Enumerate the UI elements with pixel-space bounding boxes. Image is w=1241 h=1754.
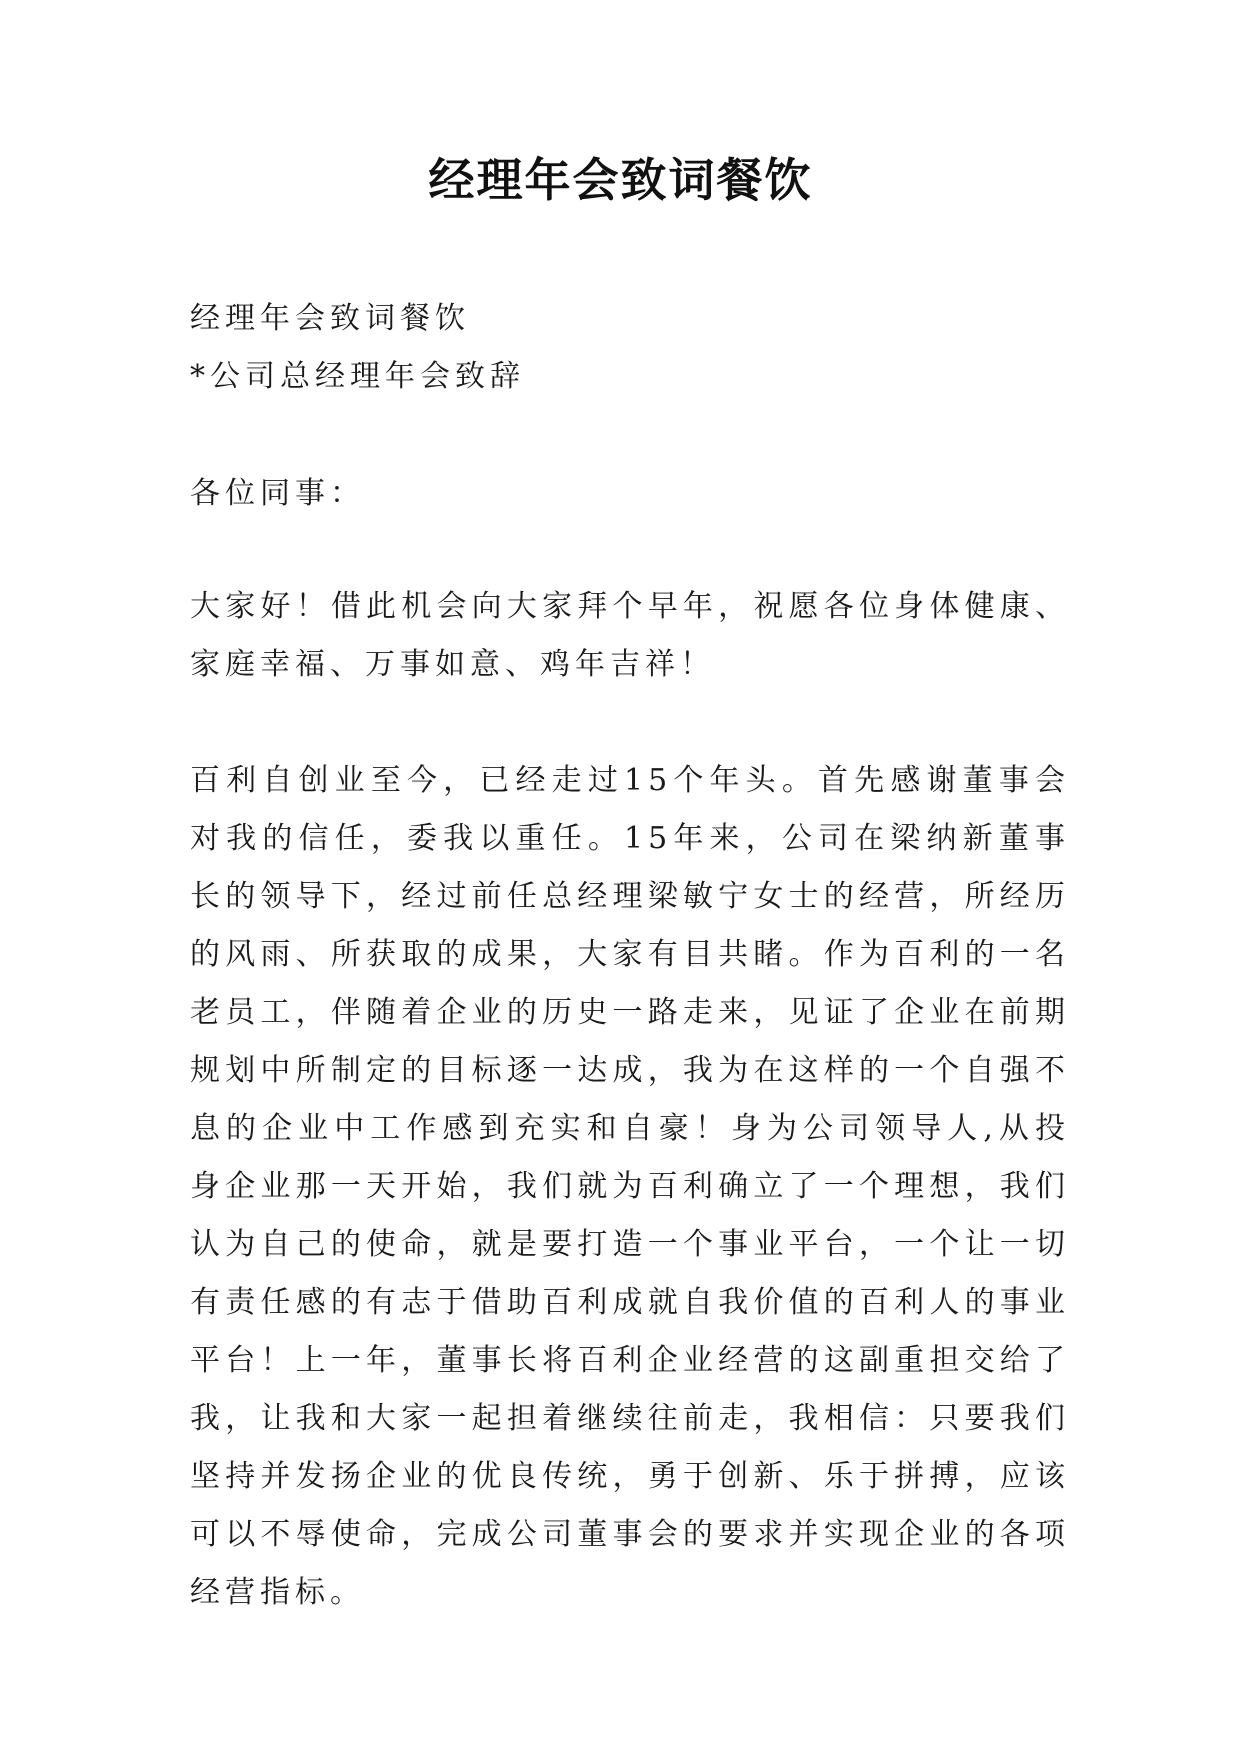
subtitle-line-1: 经理年会致词餐饮 — [190, 301, 470, 336]
subtitle-line-2: *公司总经理年会致辞 — [190, 359, 525, 394]
greeting: 各位同事： — [190, 476, 365, 511]
document-title: 经理年会致词餐饮 — [428, 153, 813, 207]
paragraph-1: 大家好！借此机会向大家拜个早年，祝愿各位身体健康、家庭幸福、万事如意、鸡年吉祥！ — [190, 589, 1070, 682]
subtitle-block — [190, 290, 1070, 406]
paragraph-2: 百利自创业至今，已经走过15个年头。首先感谢董事会对我的信任，委我以重任。15年来，公司在梁纳新董事长的领导下，经过前任总经理梁敏宁女士的经营，所经历的风雨、所获取的成果，大家有目共睹。作为百利的一名老员工，伴随着企业的历史一路走来，见证了企业在前期规划中所制定的目标逐一达成，我为在这样的一个自强不息的企业中工作感到充实和自豪！身为公司领导人,从投身企业那一天开始，我们就为百利确立了一个理想，我们认为自己的使命，就是要打造一个事业平台，一个让一切有责任感的有志于借助百利成就自我价值的百利人的事业平台！上一年，董事长将百利企业经营的这副重担交给了我，让我和大家一起担着继续往前走，我相信：只要我们坚持并发扬企业的优良传统，勇于创新、乐于拼搏，应该可以不辱使命，完成公司董事会的要求并实现企业的各项经营指标。 — [190, 763, 1070, 1610]
